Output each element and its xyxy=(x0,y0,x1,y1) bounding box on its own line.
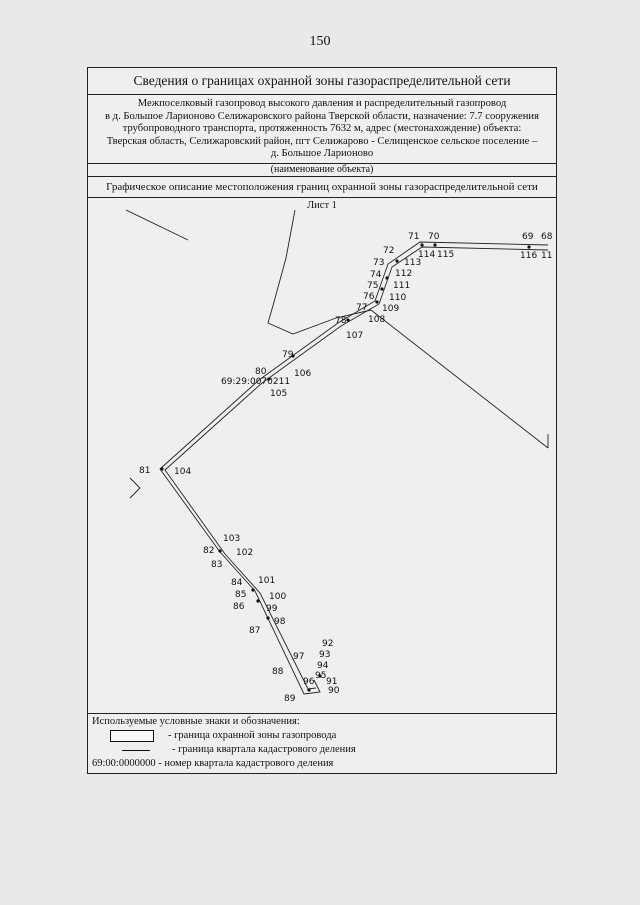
sheet-label: Лист 1 xyxy=(307,199,337,211)
point-label: 107 xyxy=(346,330,364,341)
protection-zone-boundary xyxy=(160,242,548,694)
point-label: 76 xyxy=(363,291,375,302)
point-label: 95 xyxy=(315,670,327,681)
point-marker xyxy=(527,245,530,248)
cadastral-boundary-line xyxy=(268,210,371,334)
point-label: 98 xyxy=(274,616,286,627)
point-label: 71 xyxy=(408,231,420,242)
point-label: 83 xyxy=(211,559,223,570)
point-label: 78 xyxy=(335,315,347,326)
point-label: 115 xyxy=(437,249,455,260)
point-label: 68 xyxy=(541,231,553,242)
point-label: 86 xyxy=(233,601,245,612)
point-marker xyxy=(346,318,349,321)
map-area xyxy=(88,198,556,714)
point-label: 72 xyxy=(383,245,395,256)
point-label: 112 xyxy=(395,268,413,279)
legend-item-text: - номер квартала кадастрового деления xyxy=(158,757,334,769)
point-label: 116 xyxy=(520,250,538,261)
point-label: 93 xyxy=(319,649,331,660)
object-name-caption: (наименование объекта) xyxy=(88,164,556,177)
document-title: Сведения о границах охранной зоны газораспределительной сети xyxy=(88,68,556,95)
graphic-description-title: Графическое описание местоположения границ охранной зоны газораспределительной сети xyxy=(88,177,556,198)
point-label: 80 xyxy=(255,366,267,377)
point-label: 74 xyxy=(370,269,382,280)
point-label: 100 xyxy=(269,591,287,602)
object-description-line: Тверская область, Селижаровский район, пгт Селижарово - Селищенское сельское поселение – xyxy=(106,135,538,147)
point-label: 109 xyxy=(382,303,400,314)
point-marker xyxy=(385,276,388,279)
legend-item-text: - граница охранной зоны газопровода xyxy=(168,729,337,741)
page-number: 150 xyxy=(309,34,331,49)
cadastral-block-number: 69:29:0070211 xyxy=(221,376,291,387)
point-label: 91 xyxy=(326,676,338,687)
cadastral-boundary-line xyxy=(126,210,188,240)
point-marker xyxy=(218,549,221,552)
point-marker xyxy=(251,588,254,591)
point-label: 96 xyxy=(303,676,315,687)
legend-item-zone xyxy=(92,729,552,743)
point-marker xyxy=(307,688,310,691)
boundary-map xyxy=(88,198,556,713)
point-label: 75 xyxy=(367,280,379,291)
cadastral-line-symbol-icon xyxy=(110,744,158,756)
point-label: 97 xyxy=(293,651,305,662)
point-label: 101 xyxy=(258,575,276,586)
point-label: 114 xyxy=(418,249,436,260)
point-label: 84 xyxy=(231,577,243,588)
legend-item-cadastral-number xyxy=(92,757,552,771)
point-marker xyxy=(380,287,383,290)
point-label: 90 xyxy=(328,685,340,696)
legend xyxy=(88,714,556,773)
point-label: 82 xyxy=(203,545,215,556)
point-label: 99 xyxy=(266,603,278,614)
point-marker xyxy=(375,300,378,303)
point-label: 110 xyxy=(389,292,407,303)
legend-title: Используемые условные знаки и обозначения: xyxy=(92,715,300,727)
point-label: 85 xyxy=(235,589,247,600)
point-label: 104 xyxy=(174,466,192,477)
point-label: 106 xyxy=(294,368,312,379)
cadastral-boundary-line xyxy=(130,478,140,498)
point-label: 73 xyxy=(373,257,385,268)
point-marker xyxy=(420,243,423,246)
point-label: 94 xyxy=(317,660,329,671)
boundary-info-table xyxy=(87,67,557,774)
point-marker xyxy=(433,243,436,246)
point-label: 108 xyxy=(368,314,386,325)
object-description-line: Межпоселковый газопровод высокого давления и распределительный газопровод xyxy=(137,98,507,109)
point-label: 102 xyxy=(236,547,254,558)
legend-item-cadastral-line xyxy=(92,743,552,757)
point-label: 81 xyxy=(139,465,151,476)
point-label: 79 xyxy=(282,349,294,360)
point-label: 105 xyxy=(270,388,288,399)
object-description-line: д. Большое Ларионово xyxy=(270,148,374,160)
point-marker xyxy=(266,616,269,619)
point-label: 92 xyxy=(322,638,334,649)
cadastral-code-sample: 69:00:0000000 xyxy=(92,757,156,769)
point-marker xyxy=(395,259,398,262)
point-label: 69 xyxy=(522,231,534,242)
legend-item-text: - граница квартала кадастрового деления xyxy=(172,743,356,755)
point-label: 88 xyxy=(272,666,284,677)
object-description-line: трубопроводного транспорта, протяженность 7632 м, адрес (местонахождение) объекта: xyxy=(122,123,522,135)
point-label: 111 xyxy=(393,280,411,291)
zone-boundary-symbol-icon xyxy=(110,730,154,742)
point-markers xyxy=(160,243,530,691)
point-label: 89 xyxy=(284,693,296,704)
point-marker xyxy=(256,599,259,602)
object-description xyxy=(88,95,556,164)
point-label: 70 xyxy=(428,231,440,242)
point-label: 87 xyxy=(249,625,261,636)
object-description-line: в д. Большое Ларионово Селижаровского района Тверской области, назначение: 7.7 сооружения xyxy=(105,110,539,122)
cadastral-boundary-line xyxy=(371,310,548,448)
point-marker xyxy=(160,467,163,470)
point-label: 113 xyxy=(404,257,422,268)
point-label: 103 xyxy=(223,533,241,544)
point-label: 77 xyxy=(356,302,368,313)
point-label: 11 xyxy=(541,250,553,261)
